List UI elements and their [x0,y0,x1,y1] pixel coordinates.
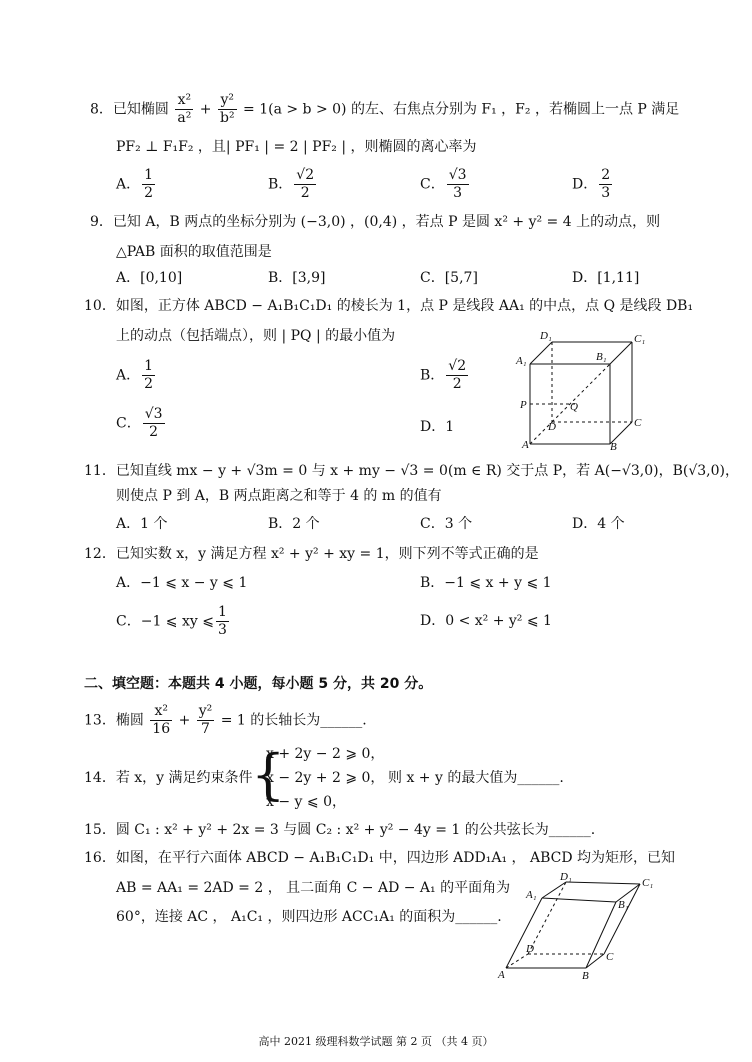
q10-line1: 10．如图，正方体 ABCD − A₁B₁C₁D₁ 的棱长为 1，点 P 是线段 AA₁ 的中点，点 Q 是线段 DB₁ [84,298,694,314]
q14-brace: { [251,743,286,806]
q14-post: 则 x + y 的最大值为______. [388,770,564,786]
q9-option-c[interactable]: C．[5,7] [420,270,478,286]
q12-option-c[interactable]: C．−1 ⩽ xy ⩽ $\frac{1}{3}$ [116,604,227,638]
q10-label-d1: D₁ [540,330,552,342]
q12-option-d[interactable]: D．0 < x² + y² ⩽ 1 [420,613,552,629]
q10-cube-figure [510,326,660,451]
q9-line2: △PAB 面积的取值范围是 [116,244,272,260]
q9-line1: 9．已知 A，B 两点的坐标分别为 (−3,0) ，(0,4) ，若点 P 是圆 x² + y² = 4 上的动点，则 [90,214,661,230]
q10-label-b: B [610,441,617,451]
q16-parallelepiped-figure [494,872,674,984]
q10-option-c[interactable]: C． $\frac{√3}{2}$ [116,406,163,440]
q15-line: 15．圆 C₁ : x² + y² + 2x = 3 与圆 C₂ : x² + y² − 4y = 1 的公共弦长为______. [84,822,596,838]
q11-line2: 则使点 P 到 A，B 两点距离之和等于 4 的 m 的值有 [116,488,442,504]
q16-line3: 60°，连接 AC ， A₁C₁ ，则四边形 ACC₁A₁ 的面积为______. [116,909,502,925]
q14-constraint-1: x + 2y − 2 ⩾ 0， [266,746,385,762]
q11-option-c[interactable]: C．3 个 [420,516,473,532]
q8-post: = 1(a > b > 0) 的左、右焦点分别为 F₁ ，F₂ ，若椭圆上一点 P 满足 [243,101,680,118]
q8-line1: 8．已知椭圆 $\frac{\text{x²}}{\text{a²}}$ + $\frac{\text{y²}}{\text{b²}}$ = 1(a > b > 0) 的左、右焦点分别为 F₁ ，F₂ ，若椭圆上一点 P 满足 [90,92,680,126]
q10-option-a[interactable]: A． $\frac{1}{2}$ [116,358,154,392]
q10-label-c1: C₁ [634,333,646,345]
q8-option-d[interactable]: D． $\frac{2}{3}$ [572,167,611,201]
q14-constraint-2: x − 2y + 2 ⩾ 0， [266,770,385,786]
q10-line2: 上的动点（包括端点），则 | PQ | 的最小值为 [116,328,396,344]
q8-pre: 8．已知椭圆 [90,101,169,118]
q12-option-a[interactable]: A．−1 ⩽ x − y ⩽ 1 [116,575,248,591]
q8-line2: PF₂ ⊥ F₁F₂ ，且| PF₁ | = 2 | PF₂ | ，则椭圆的离心率为 [116,139,477,155]
q12-option-b[interactable]: B．−1 ⩽ x + y ⩽ 1 [420,575,552,591]
q10-option-b[interactable]: B． $\frac{√2}{2}$ [420,358,467,392]
q11-option-b[interactable]: B．2 个 [268,516,320,532]
q8-fraction-x: $\frac{\text{x²}}{\text{a²}}$ [177,92,192,126]
q8-option-b[interactable]: B． $\frac{√2}{2}$ [268,167,315,201]
q12-line1: 12．已知实数 x，y 满足方程 x² + y² + xy = 1，则下列不等式正确的是 [84,546,539,562]
q16-label-b: B [582,970,589,982]
section-2-heading: 二、填空题：本题共 4 小题，每小题 5 分，共 20 分。 [84,676,433,692]
q10-label-d: D [548,421,556,433]
q8-option-a[interactable]: A． $\frac{1}{2}$ [116,167,154,201]
q13-line: 13．椭圆 $\frac{\text{x²}}{16}$ + $\frac{\text{y²}}{7}$ = 1 的长轴长为______. [84,703,367,737]
q10-option-d[interactable]: D．1 [420,419,455,435]
q8-option-c[interactable]: C． $\frac{√3}{3}$ [420,167,467,201]
q9-option-b[interactable]: B．[3,9] [268,270,326,286]
page-footer: 高中 2021 级理科数学试题 第 2 页 （共 4 页） [258,1035,494,1048]
q10-label-c: C [634,417,642,429]
q16-label-b1: B₁ [618,899,629,911]
q16-label-c1: C₁ [642,877,654,889]
q10-label-b1: B₁ [596,351,607,363]
q16-line2: AB = AA₁ = 2AD = 2 ， 且二面角 C − AD − A₁ 的平面角为 [116,880,511,896]
q16-label-a: A [498,969,505,981]
q8-fraction-y: $\frac{\text{y²}}{\text{b²}}$ [219,92,235,126]
q11-option-a[interactable]: A．1 个 [116,516,168,532]
q13-fraction-y: $\frac{\text{y²}}{7}$ [198,703,213,737]
q11-line1: 11．已知直线 mx − y + √3m = 0 与 x + my − √3 = 0(m ∈ R) 交于点 P，若 A(−√3,0)，B(√3,0)， [84,463,739,479]
q11-option-d[interactable]: D．4 个 [572,516,625,532]
q10-label-q: Q [570,401,578,413]
q9-option-a[interactable]: A．[0,10] [116,270,183,286]
q16-label-c: C [606,951,614,963]
q9-option-d[interactable]: D．[1,11] [572,270,640,286]
q16-label-a1: A₁ [526,889,537,901]
q10-label-a1: A₁ [516,355,527,367]
q16-label-d1: D₁ [560,872,572,883]
q16-label-d: D [526,943,534,955]
q10-label-a: A [522,439,529,451]
q13-fraction-x: $\frac{\text{x²}}{16}$ [152,703,171,737]
q14-pre: 14．若 x，y 满足约束条件 [84,770,253,786]
q16-line1: 16．如图，在平行六面体 ABCD − A₁B₁C₁D₁ 中，四边形 ADD₁A₁ ， ABCD 均为矩形，已知 [84,850,676,866]
q10-label-p: P [520,399,527,411]
q14-constraint-3: x − y ⩽ 0， [266,794,346,810]
